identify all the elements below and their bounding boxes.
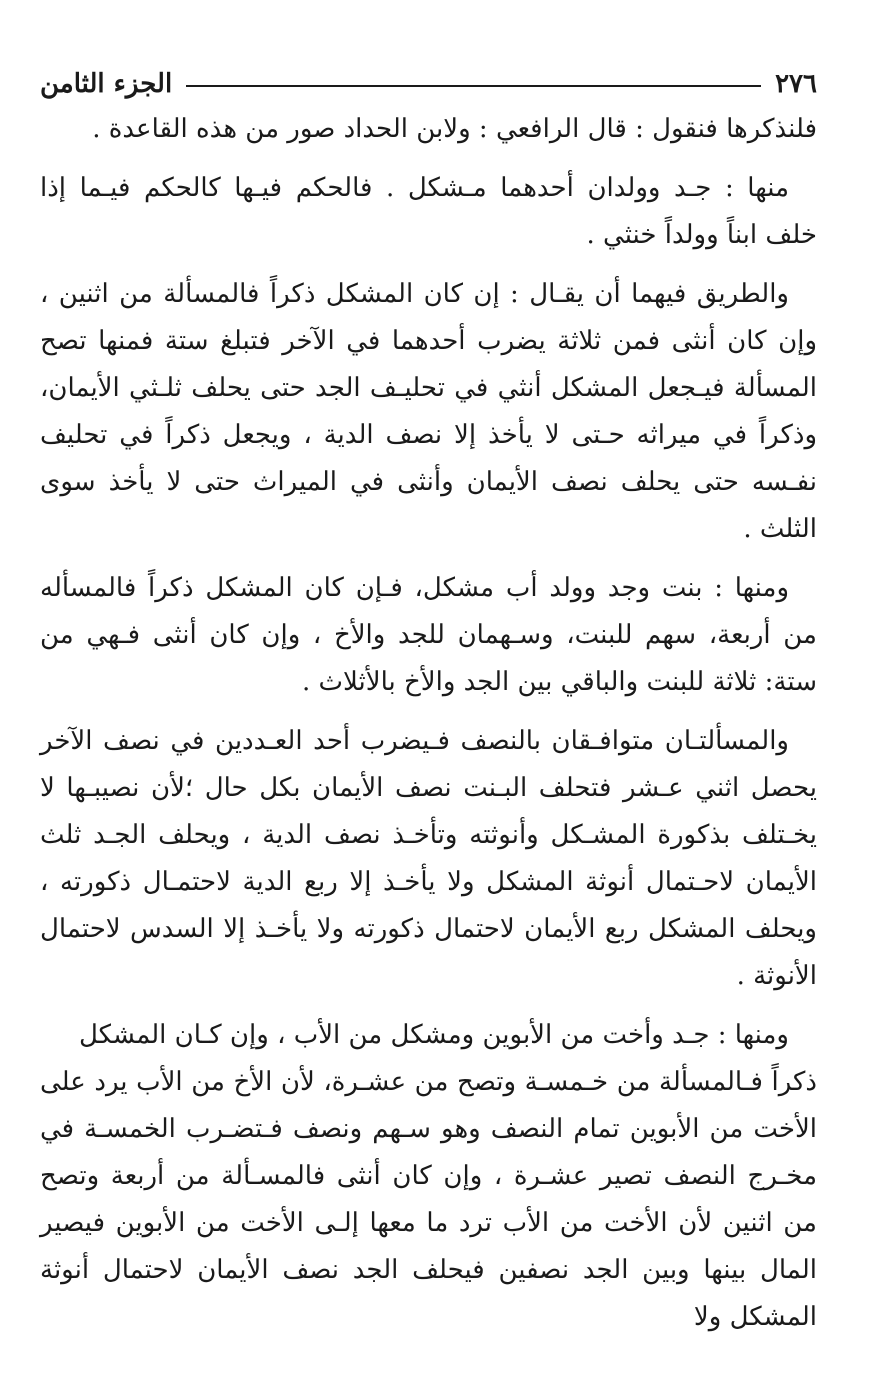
paragraph: والطريق فيهما أن يقـال : إن كان المشكل ذكراً فالمسألة من اثنين ، وإن كان أنثى فمن ثلاثة يضرب أحدهما في الآخر فتبلغ ستة فمنها تصح المسألة فيـجعل المشكل أنثي في تحليـف الجد حتى يحلف ثلـثي الأيمان، وذكراً في ميراثه حـتى لا يأخذ إلا نصف الدية ، ويجعل ذكراً في تحليف نفـسه حتى يحلف نصف الأيمان وأنثى في الميراث حتى لا يأخذ سوى الثلث . bbox=[40, 279, 817, 544]
body-text bbox=[40, 106, 817, 1341]
paragraph: والمسألتـان متوافـقان بالنصف فـيضرب أحد العـددين في نصف الآخر يحصل اثني عـشر فتحلف البـنت نصف الأيمان بكل حال ؛لأن نصيبـها لا يخـتلف بذكورة المشـكل وأنوثته وتأخـذ نصف الدية ، ويحلف الجـد ثلث الأيمان لاحـتمال أنوثة المشكل ولا يأخـذ إلا ربع الدية لاحتمـال ذكورته ، ويحلف المشكل ربع الأيمان لاحتمال ذكورته ولا يأخـذ إلا السدس لاحتمال الأنوثة . bbox=[40, 726, 817, 991]
page-header bbox=[40, 66, 817, 102]
paragraph: ذكراً فـالمسألة من خـمسـة وتصح من عشـرة، لأن الأخ من الأب يرد على الأخت من الأبوين تمام النصف وهو سـهم ونصف فـتضـرب الخمسـة في مخـرج النصف تصير عشـرة ، وإن كان أنثى فالمسـألة من أربعة وتصح من اثنين لأن الأخت من الأب ترد ما معها إلـى الأخت من الأبوين فيصير المال بينها وبين الجد نصفين فيحلف الجد نصف الأيمان لاحتمال أنوثة المشكل ولا bbox=[40, 1067, 817, 1332]
page-number: ٢٧٦ bbox=[775, 69, 817, 99]
paragraph: ومنها : جـد وأخت من الأبوين ومشكل من الأب ، وإن كـان المشكل bbox=[78, 1020, 789, 1050]
paragraph: فلنذكرها فنقول : قال الرافعي : ولابن الحداد صور من هذه القاعدة . bbox=[92, 114, 817, 144]
paragraph: ومنها : بنت وجد وولد أب مشكل، فـإن كان المشكل ذكراً فالمسأله من أربعة، سهم للبنت، وسـهمان للجد والأخ ، وإن كان أنثى فـهي من ستة: ثلاثة للبنت والباقي بين الجد والأخ بالأثلاث . bbox=[40, 573, 817, 697]
book-page bbox=[40, 66, 817, 1341]
paragraph: منها : جـد وولدان أحدهما مـشكل . فالحكم فيـها كالحكم فيـما إذا خلف ابناً وولداً خنثي . bbox=[40, 173, 817, 250]
header-rule bbox=[186, 85, 761, 87]
running-title: الجزء الثامن bbox=[40, 69, 173, 99]
